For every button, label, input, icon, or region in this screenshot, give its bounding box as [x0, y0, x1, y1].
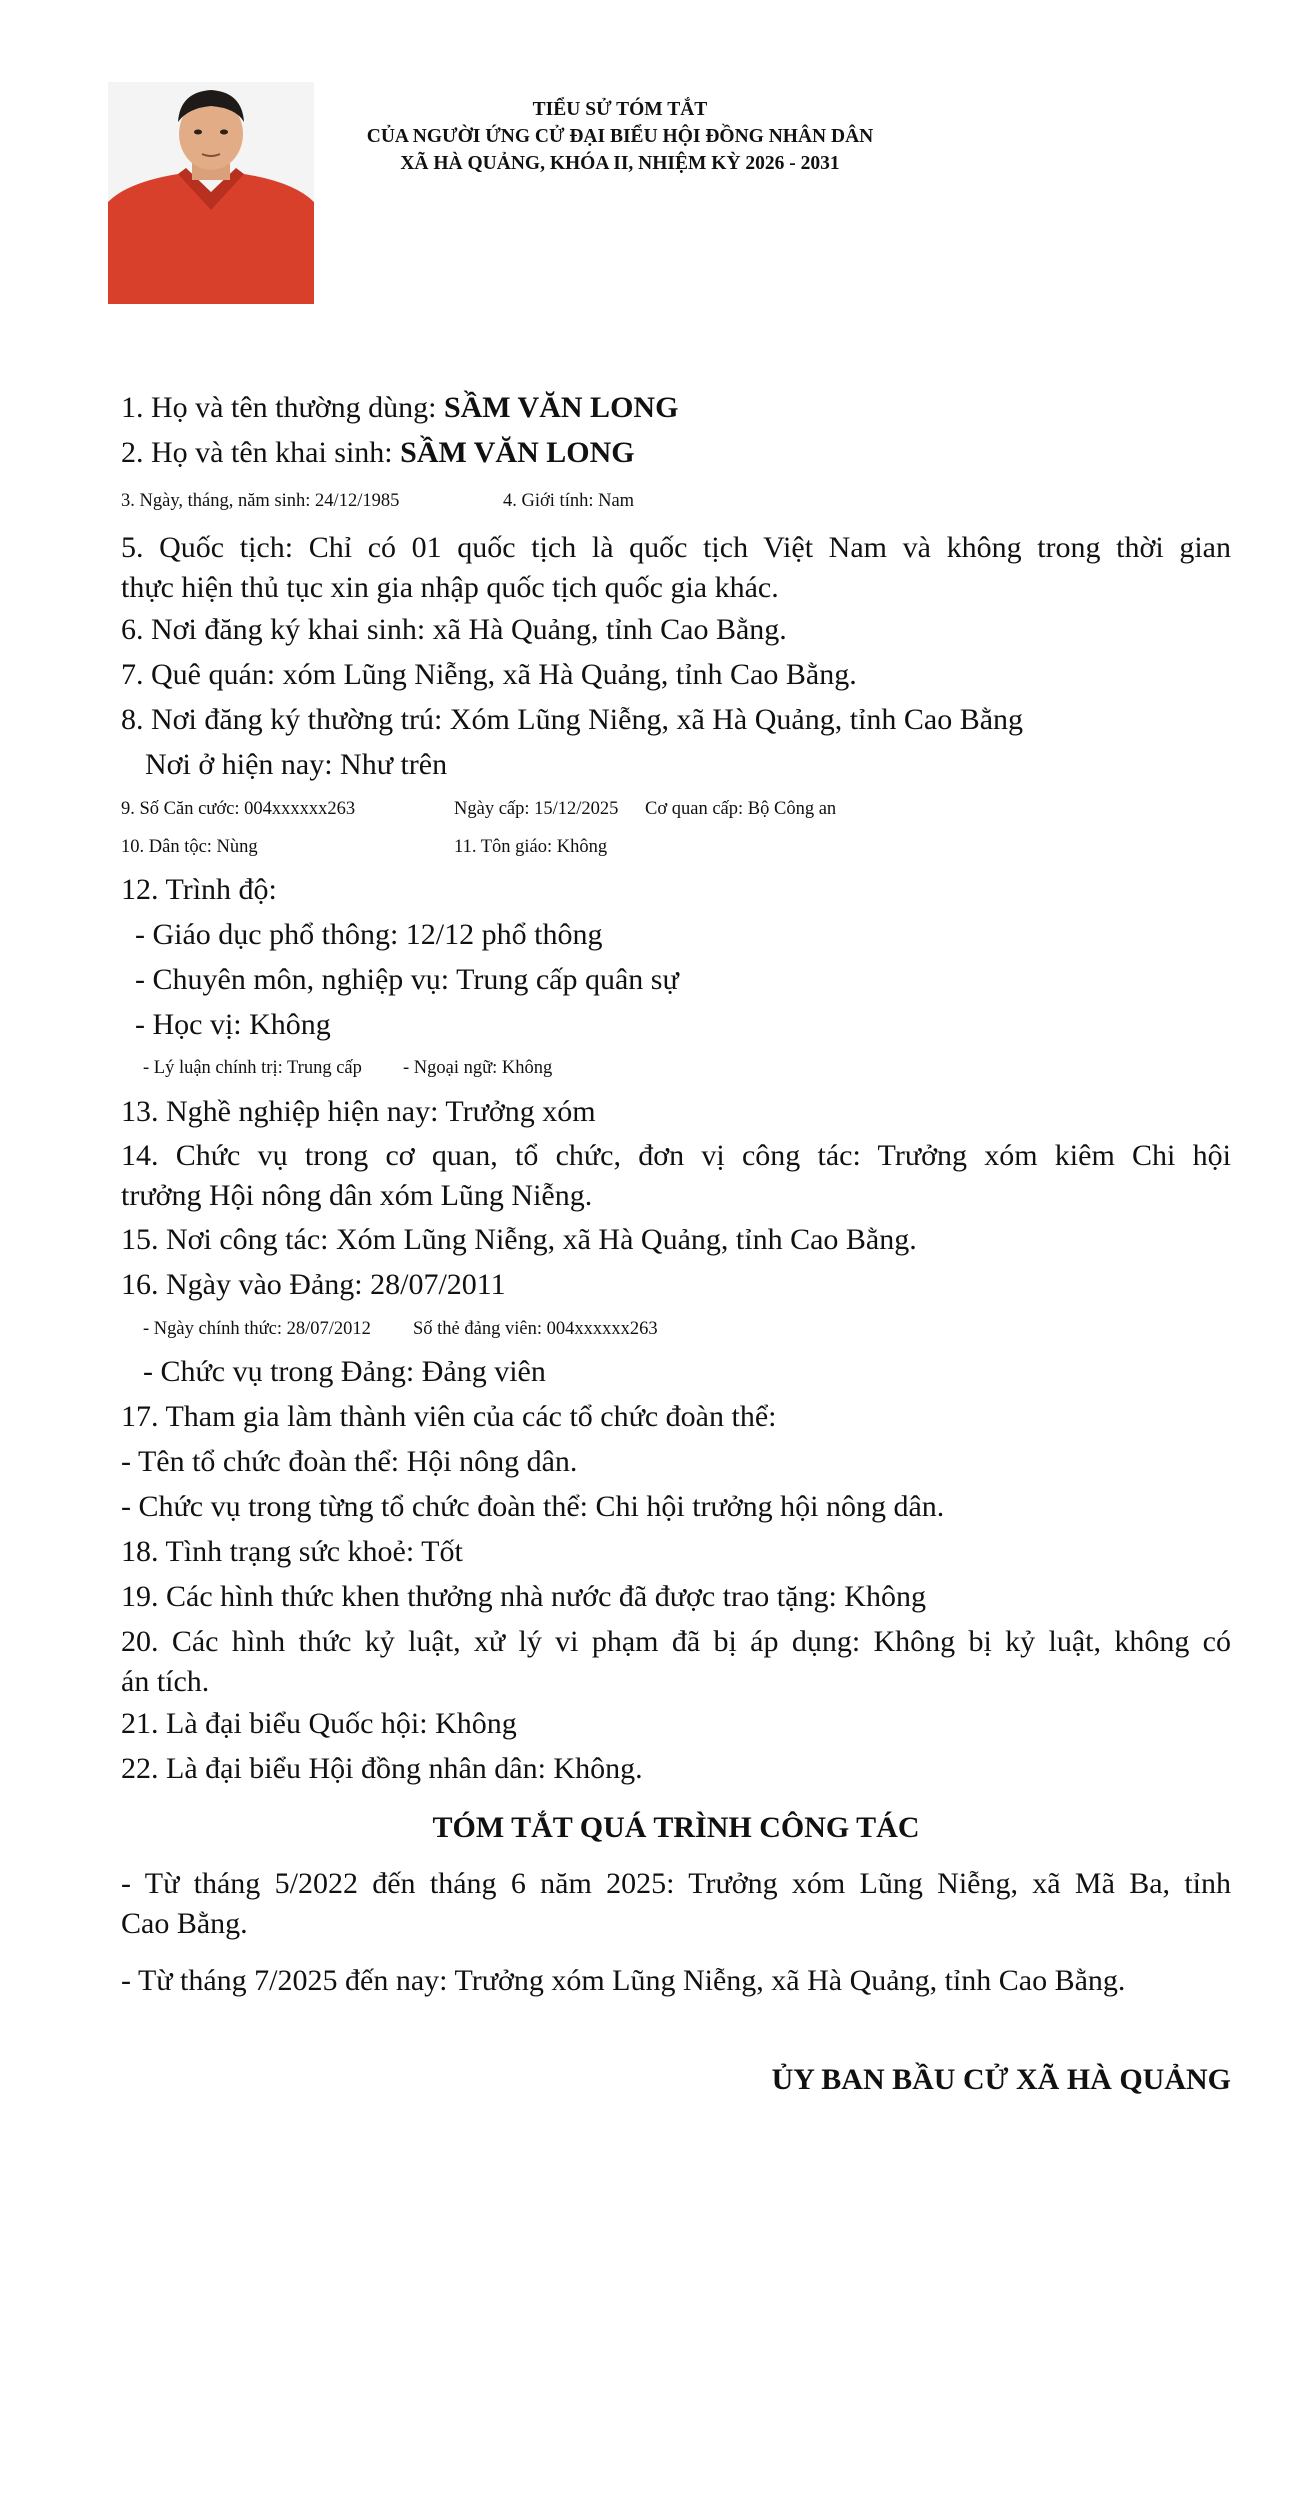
item-position: 14. Chức vụ trong cơ quan, tổ chức, đơn vị công tác: Trưởng xóm kiêm Chi hội trưởng Hội nông dân xóm Lũng Niễng. [121, 1139, 1231, 1212]
item-birth-registration: 6. Nơi đăng ký khai sinh: xã Hà Quảng, tỉnh Cao Bằng. [121, 613, 787, 646]
item-organizations-heading: 17. Tham gia làm thành viên của các tổ chức đoàn thể: [121, 1400, 777, 1433]
item-foreign-language: - Ngoại ngữ: Không [403, 1058, 553, 1078]
item-religion: 11. Tôn giáo: Không [454, 837, 608, 857]
item-hometown: 7. Quê quán: xóm Lũng Niễng, xã Hà Quảng, tỉnh Cao Bằng. [121, 658, 857, 691]
item-general-education: - Giáo dục phổ thông: 12/12 phổ thông [135, 918, 603, 951]
work-history-title: TÓM TẮT QUÁ TRÌNH CÔNG TÁC [432, 1811, 920, 1844]
item-education-heading: 12. Trình độ: [121, 873, 277, 906]
item-current-residence: Nơi ở hiện nay: Như trên [145, 748, 448, 781]
header-subtitle: CỦA NGƯỜI ỨNG CỬ ĐẠI BIỂU HỘI ĐỒNG NHÂN DÂN [366, 126, 874, 147]
item-party-card-number: Số thẻ đảng viên: 004xxxxxx263 [413, 1319, 658, 1339]
item-date-of-birth: 3. Ngày, tháng, năm sinh: 24/12/1985 [121, 491, 400, 511]
item-id-issue-date: Ngày cấp: 15/12/2025 [454, 799, 619, 819]
work-history-entry-2: - Từ tháng 7/2025 đến nay: Trưởng xóm Lũng Niễng, xã Hà Quảng, tỉnh Cao Bằng. [121, 1964, 1126, 1997]
document-header [300, 96, 940, 177]
election-committee-signature: ỦY BAN BẦU CỬ XÃ HÀ QUẢNG [771, 2063, 1231, 2096]
item-id-issuing-agency: Cơ quan cấp: Bộ Công an [645, 799, 837, 819]
item-birth-name: 2. Họ và tên khai sinh: SẦM VĂN LONG [121, 436, 635, 469]
work-history-entry-1: - Từ tháng 5/2022 đến tháng 6 năm 2025: Trưởng xóm Lũng Niễng, xã Mã Ba, tỉnh Cao Bằng. [121, 1867, 1231, 1940]
item-peoples-council-delegate: 22. Là đại biểu Hội đồng nhân dân: Không. [121, 1752, 643, 1785]
item-current-occupation: 13. Nghề nghiệp hiện nay: Trưởng xóm [121, 1095, 596, 1128]
item-gender: 4. Giới tính: Nam [503, 491, 635, 511]
item-organization-name: - Tên tổ chức đoàn thể: Hội nông dân. [121, 1445, 578, 1478]
item-professional-qualification: - Chuyên môn, nghiệp vụ: Trung cấp quân sự [135, 963, 679, 996]
item-id-number: 9. Số Căn cước: 004xxxxxx263 [121, 799, 356, 819]
item-permanent-residence: 8. Nơi đăng ký thường trú: Xóm Lũng Niễng, xã Hà Quảng, tỉnh Cao Bằng [121, 703, 1024, 736]
item-health: 18. Tình trạng sức khoẻ: Tốt [121, 1535, 463, 1568]
item-awards: 19. Các hình thức khen thưởng nhà nước đã được trao tặng: Không [121, 1580, 926, 1613]
item-party-role: - Chức vụ trong Đảng: Đảng viên [143, 1355, 546, 1388]
item-organization-role: - Chức vụ trong từng tổ chức đoàn thể: Chi hội trưởng hội nông dân. [121, 1490, 945, 1523]
birth-name-value: SẦM VĂN LONG [400, 436, 635, 469]
item-political-theory: - Lý luận chính trị: Trung cấp [143, 1058, 362, 1078]
item-party-admission: 16. Ngày vào Đảng: 28/07/2011 [121, 1268, 506, 1301]
item-national-assembly-delegate: 21. Là đại biểu Quốc hội: Không [121, 1707, 517, 1740]
item-ethnicity: 10. Dân tộc: Nùng [121, 837, 258, 857]
candidate-photo [108, 82, 314, 304]
header-title: TIỂU SỬ TÓM TẮT [532, 99, 708, 120]
item-common-name: 1. Họ và tên thường dùng: SẦM VĂN LONG [121, 391, 679, 424]
item-nationality: 5. Quốc tịch: Chỉ có 01 quốc tịch là quốc tịch Việt Nam và không trong thời gian thực hiện thủ tục xin gia nhập quốc tịch quốc gia khác. [121, 531, 1231, 604]
item-workplace: 15. Nơi công tác: Xóm Lũng Niễng, xã Hà Quảng, tỉnh Cao Bằng. [121, 1223, 917, 1256]
item-academic-degree: - Học vị: Không [135, 1008, 331, 1041]
item-party-official-date: - Ngày chính thức: 28/07/2012 [143, 1319, 371, 1339]
common-name-value: SẦM VĂN LONG [443, 391, 679, 424]
header-term: XÃ HÀ QUẢNG, KHÓA II, NHIỆM KỲ 2026 - 2031 [400, 153, 840, 174]
item-discipline: 20. Các hình thức kỷ luật, xử lý vi phạm đã bị áp dụng: Không bị kỷ luật, không có án tích. [121, 1625, 1231, 1698]
